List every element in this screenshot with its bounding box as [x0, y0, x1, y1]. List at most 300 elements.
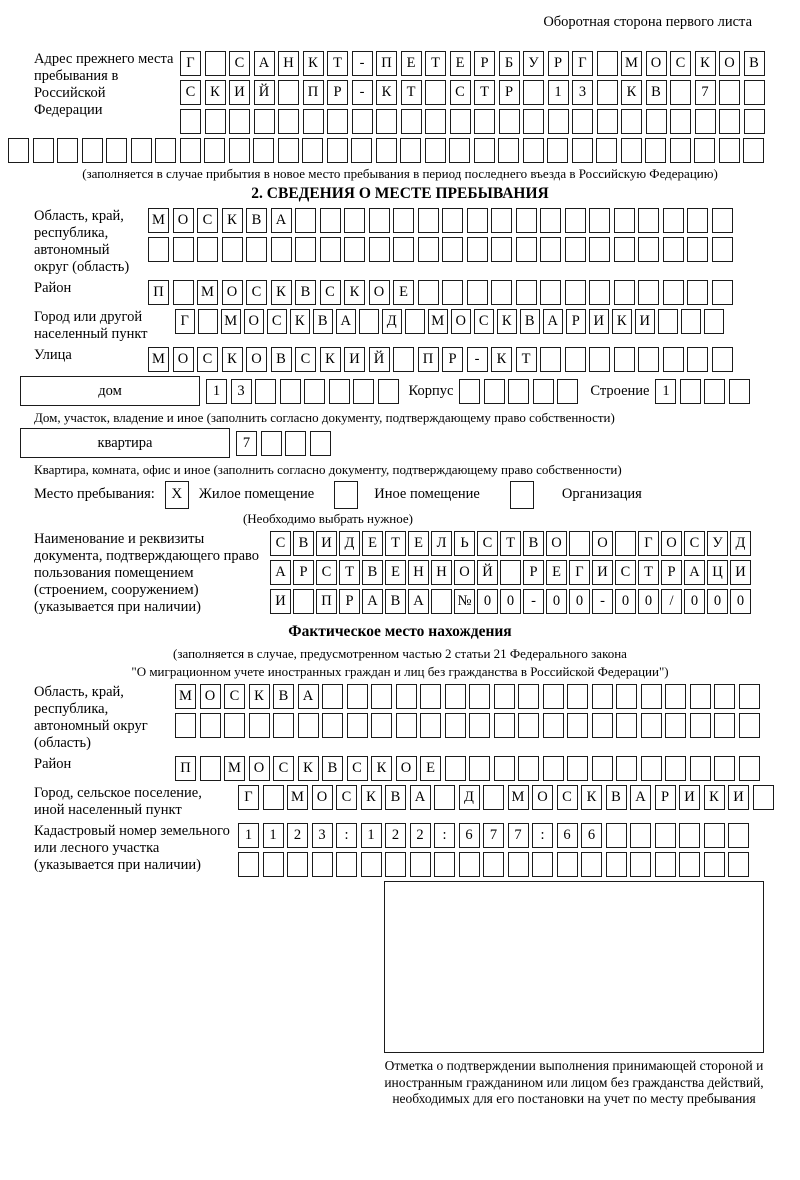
- char-cell: [353, 379, 374, 404]
- char-cell: [695, 109, 716, 134]
- char-cell: О: [451, 309, 471, 334]
- char-cell: [518, 713, 539, 738]
- document-block: [8, 531, 792, 616]
- prev-address-cells-row4: [8, 138, 792, 163]
- char-cell: [459, 379, 480, 404]
- char-cell: [197, 237, 218, 262]
- char-cell: [310, 431, 331, 456]
- char-cell: [565, 208, 586, 233]
- char-cell: [744, 80, 765, 105]
- char-cell: [663, 347, 684, 372]
- char-cell: [744, 109, 765, 134]
- char-cell: С: [477, 531, 498, 556]
- char-cell: К: [621, 80, 642, 105]
- char-cell: О: [396, 756, 417, 781]
- char-cell: [434, 785, 455, 810]
- region-cells-row2: [148, 237, 733, 262]
- char-cell: [523, 138, 544, 163]
- char-cell: С: [684, 531, 705, 556]
- char-cell: А: [336, 309, 356, 334]
- char-cell: Е: [450, 51, 471, 76]
- char-cell: К: [612, 309, 632, 334]
- char-cell: [665, 756, 686, 781]
- char-cell: [589, 280, 610, 305]
- cadastre-label: Кадастровый номер земельного или лесного участка (указывается при наличии): [34, 823, 230, 873]
- char-cell: К: [497, 309, 517, 334]
- char-cell: [469, 713, 490, 738]
- char-cell: [687, 237, 708, 262]
- char-cell: [645, 138, 666, 163]
- char-cell: И: [316, 531, 337, 556]
- char-cell: И: [589, 309, 609, 334]
- char-cell: Г: [572, 51, 593, 76]
- char-cell: [614, 237, 635, 262]
- char-cell: [614, 208, 635, 233]
- char-cell: 1: [655, 379, 676, 404]
- char-cell: [449, 138, 470, 163]
- char-cell: [229, 109, 250, 134]
- char-cell: [173, 280, 194, 305]
- char-cell: -: [467, 347, 488, 372]
- char-cell: Г: [180, 51, 201, 76]
- char-cell: С: [197, 347, 218, 372]
- char-cell: [401, 109, 422, 134]
- char-cell: О: [173, 208, 194, 233]
- char-cell: 1: [238, 823, 259, 848]
- char-cell: К: [491, 347, 512, 372]
- char-cell: Р: [661, 560, 682, 585]
- char-cell: М: [221, 309, 241, 334]
- char-cell: :: [532, 823, 553, 848]
- char-cell: Е: [393, 280, 414, 305]
- prev-address-block: [8, 51, 792, 182]
- char-cell: Р: [327, 80, 348, 105]
- char-cell: В: [313, 309, 333, 334]
- char-cell: [459, 852, 480, 877]
- region-label: Область, край, республика, автономный округ (область): [34, 208, 130, 275]
- char-cell: [327, 138, 348, 163]
- char-cell: [442, 208, 463, 233]
- char-cell: А: [630, 785, 651, 810]
- char-cell: Т: [339, 560, 360, 585]
- stamp-area: [384, 881, 764, 1108]
- char-cell: [704, 823, 725, 848]
- char-cell: [543, 684, 564, 709]
- char-cell: [322, 713, 343, 738]
- char-cell: [606, 852, 627, 877]
- char-cell: [263, 785, 284, 810]
- char-cell: В: [362, 560, 383, 585]
- char-cell: 0: [569, 589, 590, 614]
- actual-district-row: [8, 756, 792, 781]
- stay-option-organization-label: Организация: [561, 486, 642, 502]
- char-cell: С: [615, 560, 636, 585]
- char-cell: -: [352, 51, 373, 76]
- char-cell: [565, 347, 586, 372]
- stay-type-label: Место пребывания:: [34, 486, 155, 502]
- char-cell: М: [148, 208, 169, 233]
- char-cell: С: [336, 785, 357, 810]
- actual-region-row: [8, 684, 792, 752]
- char-cell: [474, 138, 495, 163]
- char-cell: 1: [263, 823, 284, 848]
- city-cells: [175, 309, 724, 334]
- char-cell: [263, 852, 284, 877]
- char-cell: [516, 237, 537, 262]
- char-cell: [494, 713, 515, 738]
- char-cell: [396, 684, 417, 709]
- char-cell: [200, 756, 221, 781]
- char-cell: О: [200, 684, 221, 709]
- char-cell: С: [246, 280, 267, 305]
- char-cell: [641, 756, 662, 781]
- char-cell: [663, 237, 684, 262]
- char-cell: [540, 237, 561, 262]
- char-cell: О: [369, 280, 390, 305]
- char-cell: И: [728, 785, 749, 810]
- char-cell: К: [695, 51, 716, 76]
- char-cell: [304, 379, 325, 404]
- char-cell: [303, 109, 324, 134]
- char-cell: [714, 713, 735, 738]
- char-cell: [638, 347, 659, 372]
- char-cell: 1: [206, 379, 227, 404]
- char-cell: 7: [483, 823, 504, 848]
- city-label: Город или другой населенный пункт: [34, 309, 148, 342]
- char-cell: [442, 280, 463, 305]
- char-cell: [445, 756, 466, 781]
- char-cell: [523, 80, 544, 105]
- char-cell: [393, 237, 414, 262]
- char-cell: [739, 756, 760, 781]
- char-cell: [57, 138, 78, 163]
- char-cell: В: [744, 51, 765, 76]
- char-cell: [638, 208, 659, 233]
- char-cell: С: [450, 80, 471, 105]
- char-cell: [719, 80, 740, 105]
- char-cell: [596, 138, 617, 163]
- house-box-label: дом: [20, 376, 200, 406]
- char-cell: [175, 713, 196, 738]
- char-cell: П: [303, 80, 324, 105]
- char-cell: [523, 109, 544, 134]
- char-cell: [581, 852, 602, 877]
- char-cell: Т: [425, 51, 446, 76]
- actual-location-note1: (заполняется в случае, предусмотренном частью 2 статьи 21 Федерального закона: [173, 646, 627, 661]
- char-cell: Й: [254, 80, 275, 105]
- document-cells-row3: [270, 589, 751, 614]
- stay-option-other-label: Иное помещение: [374, 486, 480, 502]
- actual-location-note2: "О миграционном учете иностранных граждан и лиц без гражданства в Российской Федерации"): [131, 664, 669, 679]
- char-cell: Д: [730, 531, 751, 556]
- char-cell: Н: [431, 560, 452, 585]
- char-cell: [385, 852, 406, 877]
- char-cell: [229, 138, 250, 163]
- char-cell: И: [679, 785, 700, 810]
- stay-option-residential-checkbox: X: [165, 481, 189, 509]
- char-cell: В: [246, 208, 267, 233]
- char-cell: [148, 237, 169, 262]
- char-cell: Л: [431, 531, 452, 556]
- char-cell: [712, 280, 733, 305]
- char-cell: [442, 237, 463, 262]
- char-cell: И: [229, 80, 250, 105]
- char-cell: Т: [327, 51, 348, 76]
- char-cell: [431, 589, 452, 614]
- char-cell: [680, 379, 701, 404]
- street-row: [8, 347, 792, 372]
- stay-option-organization-checkbox: [510, 481, 534, 509]
- char-cell: 0: [500, 589, 521, 614]
- char-cell: 3: [572, 80, 593, 105]
- char-cell: [548, 109, 569, 134]
- char-cell: :: [336, 823, 357, 848]
- char-cell: 7: [695, 80, 716, 105]
- char-cell: 6: [459, 823, 480, 848]
- char-cell: [615, 531, 636, 556]
- char-cell: [205, 109, 226, 134]
- char-cell: В: [523, 531, 544, 556]
- char-cell: У: [707, 531, 728, 556]
- char-cell: 0: [546, 589, 567, 614]
- char-cell: [376, 138, 397, 163]
- char-cell: [494, 756, 515, 781]
- char-cell: В: [322, 756, 343, 781]
- char-cell: [249, 713, 270, 738]
- char-cell: М: [224, 756, 245, 781]
- char-cell: Т: [638, 560, 659, 585]
- char-cell: :: [434, 823, 455, 848]
- char-cell: [434, 852, 455, 877]
- char-cell: №: [454, 589, 475, 614]
- char-cell: [690, 756, 711, 781]
- char-cell: Р: [566, 309, 586, 334]
- char-cell: [131, 138, 152, 163]
- char-cell: [518, 756, 539, 781]
- char-cell: [714, 756, 735, 781]
- char-cell: [499, 109, 520, 134]
- char-cell: [543, 756, 564, 781]
- char-cell: [344, 208, 365, 233]
- apartment-box-label: квартира: [20, 428, 230, 458]
- house-row: [20, 376, 792, 406]
- char-cell: Г: [238, 785, 259, 810]
- actual-region-cells-row1: [175, 684, 760, 709]
- char-cell: 1: [361, 823, 382, 848]
- char-cell: В: [273, 684, 294, 709]
- char-cell: С: [316, 560, 337, 585]
- house-caption: Дом, участок, владение и иное (заполнить согласно документу, подтверждающему право собственности): [34, 410, 615, 425]
- char-cell: [694, 138, 715, 163]
- char-cell: 7: [508, 823, 529, 848]
- char-cell: [393, 347, 414, 372]
- char-cell: К: [581, 785, 602, 810]
- prev-address-caption: (заполняется в случае прибытия в новое место пребывания в период последнего въезда в Российскую Федерацию): [82, 166, 718, 181]
- char-cell: А: [408, 589, 429, 614]
- stay-type-note: (Необходимо выбрать нужное): [242, 511, 414, 526]
- char-cell: [533, 379, 554, 404]
- char-cell: О: [244, 309, 264, 334]
- char-cell: 2: [287, 823, 308, 848]
- char-cell: Г: [569, 560, 590, 585]
- char-cell: И: [344, 347, 365, 372]
- stay-type-row: [34, 480, 792, 509]
- char-cell: М: [287, 785, 308, 810]
- char-cell: [425, 138, 446, 163]
- char-cell: Р: [339, 589, 360, 614]
- char-cell: [516, 208, 537, 233]
- char-cell: [198, 309, 218, 334]
- char-cell: [8, 138, 29, 163]
- char-cell: О: [719, 51, 740, 76]
- cadastre-cells-row1: [238, 823, 749, 848]
- char-cell: Р: [655, 785, 676, 810]
- char-cell: Й: [477, 560, 498, 585]
- char-cell: [336, 852, 357, 877]
- char-cell: [491, 237, 512, 262]
- char-cell: [425, 109, 446, 134]
- char-cell: [508, 852, 529, 877]
- char-cell: Е: [385, 560, 406, 585]
- char-cell: [597, 109, 618, 134]
- char-cell: [180, 138, 201, 163]
- char-cell: О: [222, 280, 243, 305]
- char-cell: [295, 237, 316, 262]
- char-cell: 0: [477, 589, 498, 614]
- char-cell: О: [246, 347, 267, 372]
- char-cell: [173, 237, 194, 262]
- char-cell: [508, 379, 529, 404]
- char-cell: [670, 109, 691, 134]
- char-cell: М: [428, 309, 448, 334]
- char-cell: [205, 51, 226, 76]
- char-cell: [253, 138, 274, 163]
- char-cell: Т: [474, 80, 495, 105]
- char-cell: С: [270, 531, 291, 556]
- char-cell: [589, 237, 610, 262]
- char-cell: [714, 684, 735, 709]
- char-cell: [679, 852, 700, 877]
- char-cell: Й: [369, 347, 390, 372]
- char-cell: [469, 684, 490, 709]
- char-cell: [532, 852, 553, 877]
- char-cell: [565, 280, 586, 305]
- char-cell: К: [290, 309, 310, 334]
- prev-address-cells-row1: [180, 51, 765, 76]
- actual-district-cells: [175, 756, 760, 781]
- char-cell: [418, 237, 439, 262]
- actual-city-label: Город, сельское поселение, иной населенный пункт: [34, 785, 202, 818]
- char-cell: [351, 138, 372, 163]
- char-cell: [278, 138, 299, 163]
- char-cell: [543, 713, 564, 738]
- char-cell: [687, 208, 708, 233]
- char-cell: [690, 684, 711, 709]
- char-cell: И: [635, 309, 655, 334]
- char-cell: К: [249, 684, 270, 709]
- char-cell: [255, 379, 276, 404]
- char-cell: С: [273, 756, 294, 781]
- char-cell: [567, 684, 588, 709]
- char-cell: [670, 138, 691, 163]
- char-cell: Г: [638, 531, 659, 556]
- char-cell: А: [271, 208, 292, 233]
- char-cell: В: [293, 531, 314, 556]
- char-cell: [483, 785, 504, 810]
- char-cell: [728, 852, 749, 877]
- stroenie-cells: [655, 379, 750, 404]
- char-cell: [298, 713, 319, 738]
- char-cell: С: [267, 309, 287, 334]
- char-cell: [498, 138, 519, 163]
- prev-address-cells-row2: [180, 80, 765, 105]
- char-cell: [410, 852, 431, 877]
- char-cell: К: [298, 756, 319, 781]
- char-cell: [106, 138, 127, 163]
- prev-address-label: Адрес прежнего места пребывания в Российской Федерации: [34, 51, 174, 118]
- char-cell: Ь: [454, 531, 475, 556]
- char-cell: С: [295, 347, 316, 372]
- document-cells-row1: [270, 531, 751, 556]
- char-cell: 2: [385, 823, 406, 848]
- char-cell: Е: [401, 51, 422, 76]
- char-cell: [518, 684, 539, 709]
- char-cell: [483, 852, 504, 877]
- char-cell: [352, 109, 373, 134]
- district-cells: [148, 280, 733, 305]
- district-row: [8, 280, 792, 305]
- char-cell: И: [270, 589, 291, 614]
- char-cell: О: [592, 531, 613, 556]
- char-cell: [630, 823, 651, 848]
- char-cell: [500, 560, 521, 585]
- char-cell: В: [295, 280, 316, 305]
- char-cell: [665, 713, 686, 738]
- char-cell: А: [270, 560, 291, 585]
- char-cell: С: [557, 785, 578, 810]
- char-cell: [400, 138, 421, 163]
- char-cell: П: [175, 756, 196, 781]
- char-cell: [320, 237, 341, 262]
- char-cell: С: [474, 309, 494, 334]
- char-cell: [287, 852, 308, 877]
- actual-city-cells: [238, 785, 774, 810]
- char-cell: [369, 237, 390, 262]
- char-cell: [540, 280, 561, 305]
- char-cell: [180, 109, 201, 134]
- char-cell: [469, 756, 490, 781]
- korpus-label: Корпус: [408, 383, 454, 399]
- char-cell: [327, 109, 348, 134]
- char-cell: [565, 237, 586, 262]
- char-cell: [592, 684, 613, 709]
- char-cell: [322, 684, 343, 709]
- char-cell: [719, 109, 740, 134]
- char-cell: [663, 280, 684, 305]
- apartment-caption: Квартира, комната, офис и иное (заполнить согласно документу, подтверждающему право собственности): [34, 462, 622, 477]
- char-cell: П: [376, 51, 397, 76]
- char-cell: [616, 684, 637, 709]
- char-cell: [494, 684, 515, 709]
- char-cell: -: [592, 589, 613, 614]
- char-cell: [224, 713, 245, 738]
- char-cell: /: [661, 589, 682, 614]
- char-cell: [420, 713, 441, 738]
- char-cell: К: [704, 785, 725, 810]
- char-cell: [425, 80, 446, 105]
- char-cell: [344, 237, 365, 262]
- char-cell: А: [684, 560, 705, 585]
